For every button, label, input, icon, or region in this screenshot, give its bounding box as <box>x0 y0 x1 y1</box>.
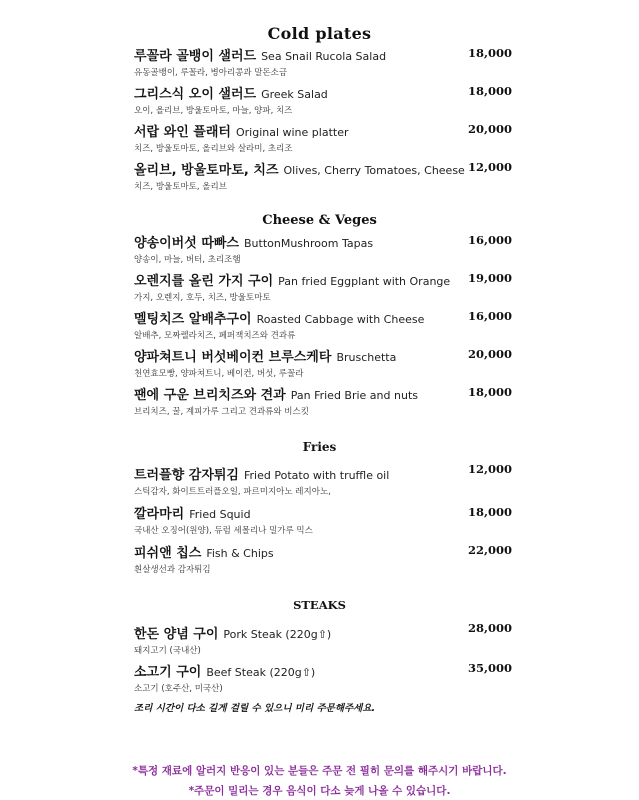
item-description: 유동골뱅이, 루꼴라, 병아리콩과 말돈소금 <box>134 68 288 78</box>
item-price: 16,000 <box>468 233 513 247</box>
item-description: 소고기 (호주산, 미국산) <box>134 684 223 694</box>
item-price: 18,000 <box>468 385 513 399</box>
item-name-en: Greek Salad <box>261 88 328 101</box>
item-name-en: Fish & Chips <box>206 547 274 560</box>
item-description: 치즈, 방울토마토, 올리브와 살라미, 초리조 <box>134 144 293 154</box>
item-price: 18,000 <box>468 84 513 98</box>
delay-footnote: *주문이 밀리는 경우 음식이 다소 늦게 나올 수 있습니다. <box>188 785 451 797</box>
item-name-en: Pan fried Eggplant with Orange <box>278 275 451 288</box>
item-name-en: ButtonMushroom Tapas <box>244 237 374 250</box>
item-name-kr: 피쉬앤 칩스 <box>134 546 202 561</box>
item-description: 오이, 올리브, 방울토마토, 마늘, 양파, 치즈 <box>134 106 293 116</box>
item-price: 16,000 <box>468 309 513 323</box>
item-price: 35,000 <box>468 661 513 675</box>
section-title-cold-plates: Cold plates <box>267 24 372 43</box>
item-description: 브리치즈, 꿀, 계피가루 그리고 견과류와 비스킷 <box>134 407 309 417</box>
item-name-en: Olives, Cherry Tomatoes, Cheese <box>283 164 465 177</box>
item-price: 18,000 <box>468 505 513 519</box>
item-name-kr: 서랍 와인 플래터 <box>134 125 231 140</box>
item-price: 28,000 <box>468 621 513 635</box>
item-description: 알배추, 모짜렐라치즈, 페퍼잭치즈와 견과류 <box>134 331 296 341</box>
item-name-kr: 양파쳐트니 버섯베이컨 브루스케타 <box>134 350 332 365</box>
item-description: 치즈, 방울토마토, 올리브 <box>134 182 227 192</box>
item-name-kr: 멜팅치즈 알배추구이 <box>134 312 252 327</box>
item-price: 22,000 <box>468 543 513 557</box>
item-description: 흰살생선과 감자튀김 <box>134 565 211 575</box>
item-name-en: Original wine platter <box>235 126 349 139</box>
item-name-en: Sea Snail Rucola Salad <box>261 50 387 63</box>
section-title-cheese-veges: Cheese & Veges <box>262 213 377 228</box>
item-name-en: Pork Steak (220g⇧) <box>223 628 332 641</box>
item-name-en: Beef Steak (220g⇧) <box>206 666 316 679</box>
item-description: 국내산 오징어(원양), 듀럼 세몰리나 밀가루 믹스 <box>134 526 313 536</box>
item-name-kr: 그리스식 오이 샐러드 <box>134 87 257 102</box>
item-name-kr: 트러플향 감자튀김 <box>134 468 239 483</box>
section-title-steaks: STEAKS <box>293 598 346 612</box>
item-price: 20,000 <box>468 347 513 361</box>
item-price: 12,000 <box>468 160 513 174</box>
item-description: 돼지고기 (국내산) <box>134 646 201 656</box>
item-name-en: Fried Potato with truffle oil <box>244 469 390 482</box>
item-name-en: Pan Fried Brie and nuts <box>290 389 418 402</box>
item-name-kr: 깔라마리 <box>134 507 185 522</box>
item-description: 양송이, 마늘, 버터, 초리조햄 <box>134 255 241 265</box>
item-name-kr: 소고기 구이 <box>134 665 202 680</box>
allergy-footnote: *특정 재료에 알러지 반응이 있는 분들은 주문 전 필히 문의를 해주시기 바랍니다. <box>132 765 507 777</box>
item-description: 스틱감자, 화이트트러플오일, 파르미지아노 레지아노, <box>134 487 331 497</box>
section-title-fries: Fries <box>302 440 337 454</box>
item-name-kr: 오렌지를 올린 가지 구이 <box>134 274 274 289</box>
item-name-kr: 올리브, 방울토마토, 치즈 <box>134 163 279 178</box>
item-description: 천연효모빵, 양파쳐트니, 베이컨, 버섯, 루꼴라 <box>134 369 304 379</box>
item-price: 19,000 <box>468 271 513 285</box>
item-description: 가지, 오렌지, 호두, 치즈, 방울토마토 <box>134 293 271 303</box>
item-name-en: Fried Squid <box>189 508 251 521</box>
item-price: 20,000 <box>468 122 513 136</box>
item-price: 12,000 <box>468 462 513 476</box>
item-price: 18,000 <box>468 46 513 60</box>
cooking-time-note: 조리 시간이 다소 길게 걸릴 수 있으니 미리 주문해주세요. <box>134 703 376 714</box>
item-name-kr: 팬에 구운 브리치즈와 견과 <box>134 388 286 403</box>
item-name-en: Roasted Cabbage with Cheese <box>256 313 425 326</box>
item-name-en: Bruschetta <box>336 351 397 364</box>
item-name-kr: 한돈 양념 구이 <box>134 627 219 642</box>
item-name-kr: 루꼴라 골뱅이 샐러드 <box>134 49 257 64</box>
item-name-kr: 양송이버섯 따빠스 <box>134 236 239 251</box>
